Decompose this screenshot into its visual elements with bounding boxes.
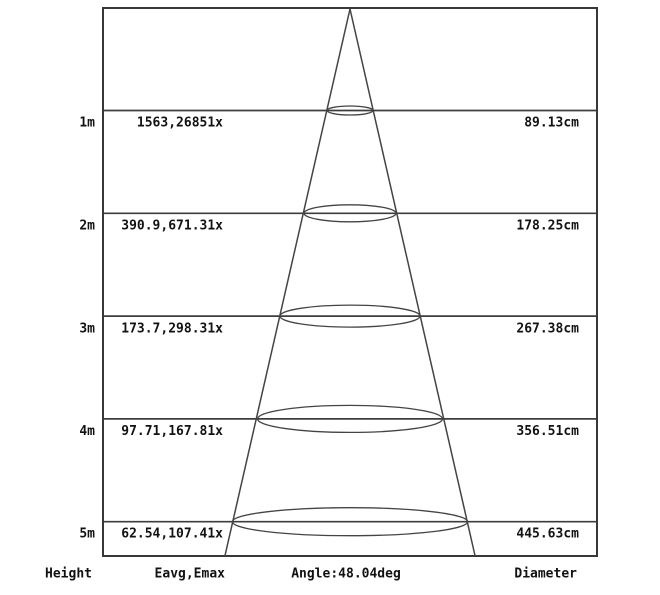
footer-eavg-emax-label: Eavg,Emax: [154, 566, 225, 582]
eavg-emax-value-5m: 62.54,107.41x: [121, 526, 223, 542]
footer-angle-label: Angle:48.04deg: [291, 566, 401, 582]
height-label-4m: 4m: [79, 424, 95, 440]
diagram-border: [103, 8, 597, 556]
height-label-3m: 3m: [79, 321, 95, 337]
footer-diameter-label: Diameter: [514, 566, 577, 582]
diameter-value-1m: 89.13cm: [524, 115, 579, 131]
diameter-value-5m: 445.63cm: [516, 526, 579, 542]
height-label-1m: 1m: [79, 115, 95, 131]
diameter-value-3m: 267.38cm: [516, 321, 579, 337]
footer-height-label: Height: [45, 566, 92, 582]
eavg-emax-value-3m: 173.7,298.31x: [121, 321, 223, 337]
eavg-emax-value-4m: 97.71,167.81x: [121, 424, 223, 440]
eavg-emax-value-1m: 1563,26851x: [136, 115, 223, 131]
height-label-5m: 5m: [79, 526, 95, 542]
diameter-value-2m: 178.25cm: [516, 218, 579, 234]
height-label-2m: 2m: [79, 218, 95, 234]
diameter-value-4m: 356.51cm: [516, 424, 579, 440]
eavg-emax-value-2m: 390.9,671.31x: [121, 218, 223, 234]
